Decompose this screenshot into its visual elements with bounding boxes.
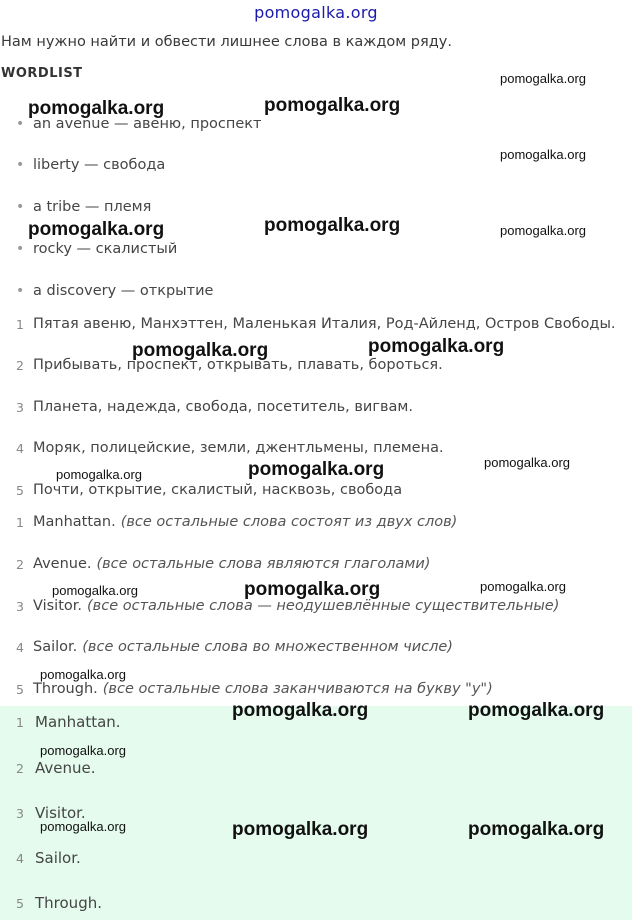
watermark: pomogalka.org: [500, 147, 586, 162]
row-number: 4: [16, 850, 24, 866]
answer-text: Sailor.: [35, 849, 81, 867]
answer-text: Manhattan.: [35, 713, 121, 731]
watermark: pomogalka.org: [244, 579, 381, 600]
explanation-row: [16, 637, 453, 657]
wordlist-item: [16, 155, 165, 175]
explanation-note: (все остальные слова являются глаголами): [96, 556, 431, 572]
answer-block: [0, 706, 632, 920]
watermark: pomogalka.org: [232, 700, 369, 721]
odd-word: Sailor.: [33, 639, 78, 655]
odd-word: Avenue.: [33, 556, 92, 572]
bullet: •: [16, 241, 25, 257]
task-row: [16, 480, 402, 500]
bullet: •: [16, 157, 25, 173]
wordlist-item-text: an avenue — авеню, проспект: [33, 116, 262, 132]
watermark: pomogalka.org: [480, 579, 566, 594]
explanation-row: [16, 512, 457, 532]
wordlist-item-text: rocky — скалистый: [33, 241, 178, 257]
wordlist-item: [16, 281, 213, 301]
row-number: 3: [16, 399, 24, 415]
wordlist-item-text: a tribe — племя: [33, 199, 152, 215]
task-row: [16, 314, 616, 334]
row-number: 5: [16, 681, 24, 697]
row-number: 1: [16, 514, 24, 530]
row-number: 1: [16, 714, 24, 730]
task-row: [16, 438, 444, 458]
watermark: pomogalka.org: [52, 583, 138, 598]
task-row: [16, 397, 413, 417]
row-number: 3: [16, 805, 24, 821]
wordlist-item-text: a discovery — открытие: [33, 283, 214, 299]
answer-row: [16, 757, 96, 779]
row-number: 2: [16, 556, 24, 572]
site-header[interactable]: pomogalka.org: [254, 3, 378, 22]
row-number: 2: [16, 357, 24, 373]
row-text: Почти, открытие, скалистый, насквозь, свобода: [33, 482, 403, 498]
answer-text: Through.: [35, 894, 102, 912]
bullet: •: [16, 116, 25, 132]
explanation-row: [16, 554, 430, 574]
watermark: pomogalka.org: [132, 340, 269, 361]
row-number: 1: [16, 316, 24, 332]
intro-text: Нам нужно найти и обвести лишнее слова в каждом ряду.: [1, 34, 452, 50]
row-number: 5: [16, 482, 24, 498]
watermark: pomogalka.org: [28, 219, 165, 240]
watermark: pomogalka.org: [248, 459, 385, 480]
watermark: pomogalka.org: [56, 467, 142, 482]
watermark: pomogalka.org: [264, 215, 401, 236]
watermark: pomogalka.org: [28, 98, 165, 119]
watermark: pomogalka.org: [500, 223, 586, 238]
explanation-note: (все остальные слова заканчиваются на букву "у"): [102, 681, 493, 697]
row-number: 5: [16, 895, 24, 911]
row-number: 3: [16, 598, 24, 614]
watermark: pomogalka.org: [484, 455, 570, 470]
watermark: pomogalka.org: [232, 819, 369, 840]
odd-word: Manhattan.: [33, 514, 116, 530]
explanation-note: (все остальные слова во множественном числе): [82, 639, 453, 655]
row-text: Пятая авеню, Манхэттен, Маленькая Италия, Род-Айленд, Остров Свободы.: [33, 316, 616, 332]
row-text: Прибывать, проспект, открывать, плавать, бороться.: [33, 357, 443, 373]
answer-text: Visitor.: [35, 804, 86, 822]
row-number: 4: [16, 639, 24, 655]
watermark: pomogalka.org: [40, 743, 126, 758]
row-number: 4: [16, 440, 24, 456]
explanation-row: [16, 679, 493, 699]
row-text: Моряк, полицейские, земли, джентльмены, племена.: [33, 440, 444, 456]
watermark: pomogalka.org: [468, 700, 605, 721]
row-number: 2: [16, 760, 24, 776]
watermark: pomogalka.org: [40, 667, 126, 682]
wordlist-item: [16, 197, 151, 217]
watermark: pomogalka.org: [264, 95, 401, 116]
explanation-note: (все остальные слова — неодушевлённые существительные): [87, 598, 560, 614]
answer-row: [16, 711, 121, 733]
bullet: •: [16, 199, 25, 215]
wordlist-item-text: liberty — свобода: [33, 157, 166, 173]
answer-row: [16, 892, 102, 914]
explanation-note: (все остальные слова состоят из двух слов): [120, 514, 458, 530]
odd-word: Through.: [33, 681, 98, 697]
row-text: Планета, надежда, свобода, посетитель, вигвам.: [33, 399, 413, 415]
odd-word: Visitor.: [33, 598, 83, 614]
watermark: pomogalka.org: [500, 71, 586, 86]
watermark: pomogalka.org: [368, 336, 505, 357]
watermark: pomogalka.org: [468, 819, 605, 840]
bullet: •: [16, 283, 25, 299]
answer-row: [16, 847, 81, 869]
watermark: pomogalka.org: [40, 819, 126, 834]
wordlist-heading: WORDLIST: [1, 66, 83, 81]
wordlist-item: [16, 239, 177, 259]
answer-text: Avenue.: [35, 759, 96, 777]
